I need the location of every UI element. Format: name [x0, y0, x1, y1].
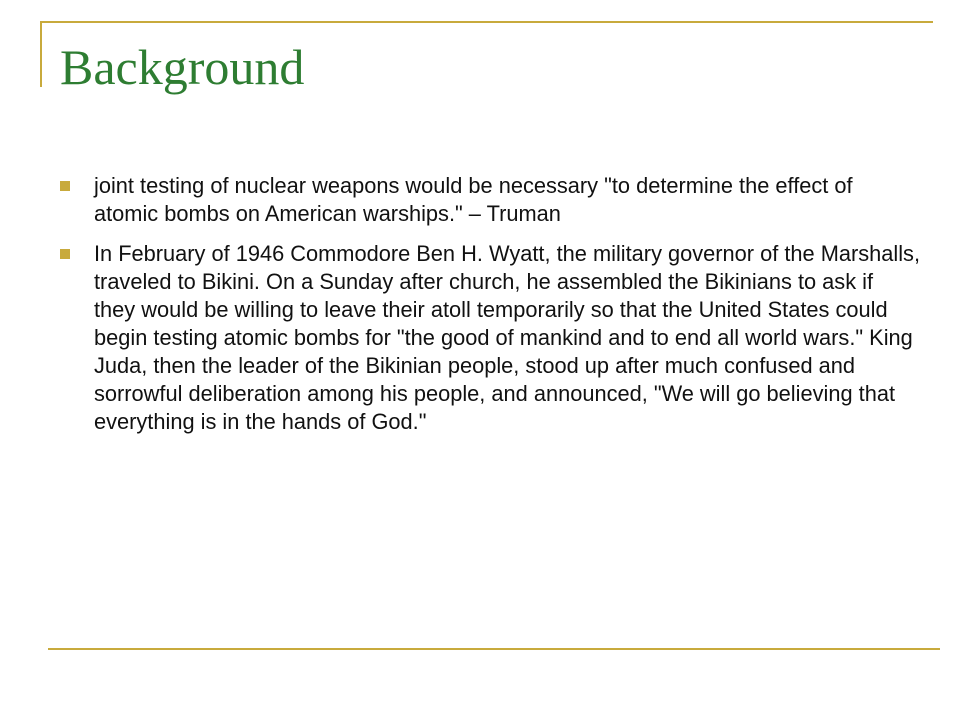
top-rule [40, 21, 933, 23]
square-bullet-icon [60, 181, 70, 191]
square-bullet-icon [60, 249, 70, 259]
bullet-item [60, 240, 920, 436]
bullet-item [60, 172, 920, 228]
bullet-list [60, 172, 920, 448]
bottom-rule [48, 648, 940, 650]
slide-title: Background [60, 39, 305, 95]
left-rule [40, 21, 42, 87]
bullet-text: joint testing of nuclear weapons would be necessary "to determine the effect of atomic bombs on American warships." – Truman [94, 173, 853, 226]
bullet-text: In February of 1946 Commodore Ben H. Wyatt, the military governor of the Marshalls, traveled to Bikini. On a Sunday after church, he assembled the Bikinians to ask if they would be willing to leave their atoll temporarily so that the United States could begin testing atomic bombs for "the good of mankind and to end all world wars." King Juda, then the leader of the Bikinian people, stood up after much confused and sorrowful deliberation among his people, and announced, "We will go believing that everything is in the hands of God." [94, 241, 921, 434]
